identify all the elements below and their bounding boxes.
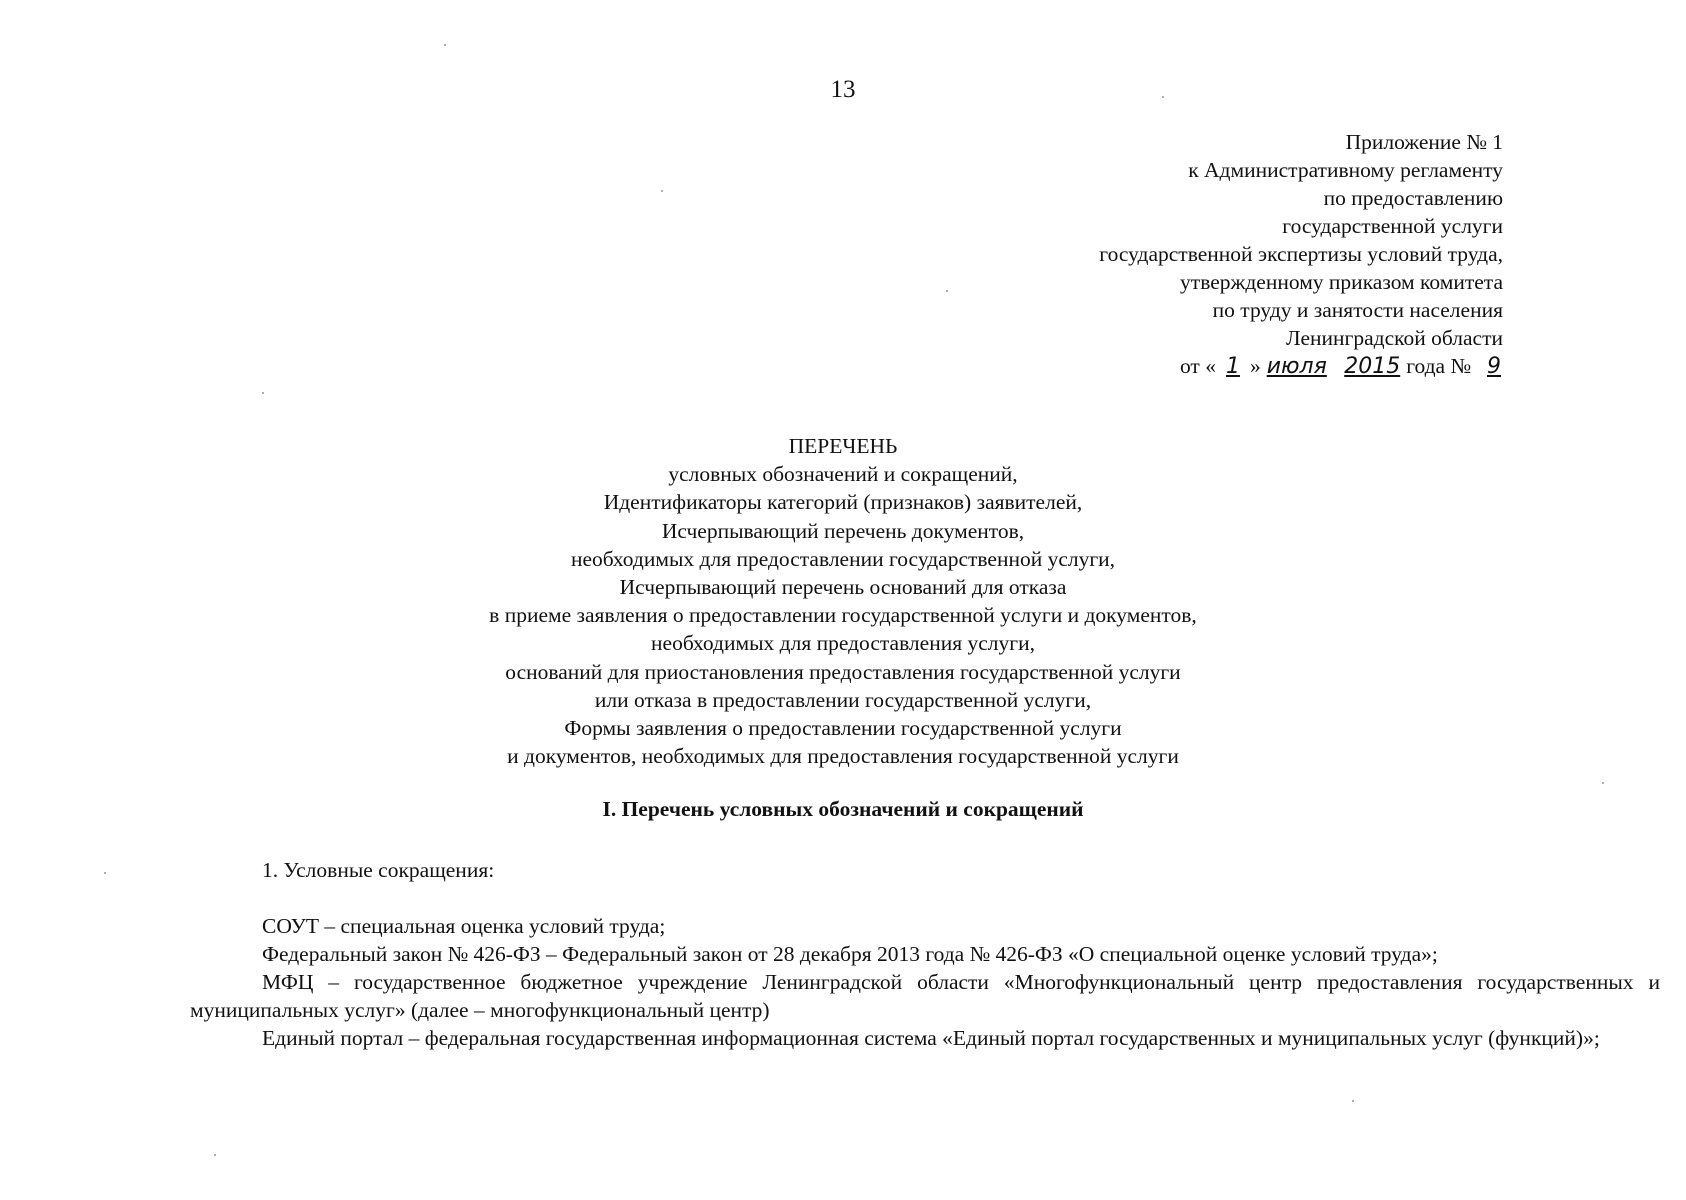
scan-speck <box>444 44 446 46</box>
appendix-line: к Административному регламенту <box>1188 158 1503 182</box>
appendix-line: Ленинградской области <box>1286 326 1503 350</box>
appendix-line: государственной экспертизы условий труда, <box>1099 242 1503 266</box>
scan-speck <box>1602 782 1604 784</box>
date-prefix: от « <box>1179 354 1216 378</box>
item-label: 1. Условные сокращения: <box>262 858 495 882</box>
title-line: и документов, необходимых для предоставления государственной услуги <box>507 744 1179 769</box>
appendix-line: утвержденному приказом комитета <box>1180 270 1503 294</box>
appendix-line: государственной услуги <box>1282 214 1503 238</box>
appendix-line: по труду и занятости населения <box>1212 298 1503 322</box>
section-heading: I. Перечень условных обозначений и сокращений <box>602 797 1084 821</box>
title-line: Исчерпывающий перечень документов, <box>661 518 1025 543</box>
scan-speck <box>214 1154 216 1156</box>
scan-speck <box>1352 1100 1354 1102</box>
date-year-handwritten: 2015 <box>1344 354 1401 379</box>
definition-paragraph: Федеральный закон № 426-ФЗ – Федеральный закон от 28 декабря 2013 года № 426-ФЗ «О специальной оценке условий труда»; <box>262 942 1438 966</box>
date-year-suffix: года № <box>1406 354 1471 378</box>
title-line: Исчерпывающий перечень оснований для отказа <box>619 575 1067 600</box>
title-line: Формы заявления о предоставлении государственной услуги <box>564 716 1122 741</box>
date-month-handwritten: июля <box>1266 354 1327 379</box>
definitions-list <box>190 912 1660 1052</box>
title-line: оснований для приостановления предоставления государственной услуги <box>505 659 1181 684</box>
appendix-header <box>1099 128 1503 381</box>
title-line: в приеме заявления о предоставлении государственной услуги и документов, <box>489 603 1197 628</box>
title-line: Идентификаторы категорий (признаков) заявителей, <box>603 490 1083 515</box>
title-line: условных обозначений и сокращений, <box>668 462 1018 487</box>
appendix-line: Приложение № 1 <box>1345 130 1503 154</box>
appendix-line: по предоставлению <box>1323 186 1503 210</box>
page-number: 13 <box>830 76 856 103</box>
definition-paragraph: МФЦ – государственное бюджетное учреждение Ленинградской области «Многофункциональный центр предоставления государственных и муниципальных услуг» (далее – многофункциональный центр) <box>190 970 1660 1022</box>
scan-speck <box>661 190 663 192</box>
order-number-handwritten: 9 <box>1487 354 1501 379</box>
scan-speck <box>1162 96 1164 98</box>
scan-speck <box>946 290 948 292</box>
title-line: необходимых для предоставлении государственной услуги, <box>570 546 1116 571</box>
definition-paragraph: СОУТ – специальная оценка условий труда; <box>262 914 666 938</box>
document-title-block <box>0 432 1686 770</box>
scan-speck <box>104 872 106 874</box>
date-quote-close: » <box>1249 354 1261 378</box>
title-line: необходимых для предоставления услуги, <box>651 631 1035 656</box>
definition-paragraph: Единый портал – федеральная государственная информационная система «Единый портал государственных и муниципальных услуг (функций)»; <box>262 1026 1600 1050</box>
scan-speck <box>262 392 264 394</box>
date-day-handwritten: 1 <box>1225 354 1240 379</box>
title-line: или отказа в предоставлении государственной услуги, <box>594 687 1092 712</box>
order-date-line <box>1099 352 1503 381</box>
title-line: ПЕРЕЧЕНЬ <box>788 434 898 458</box>
